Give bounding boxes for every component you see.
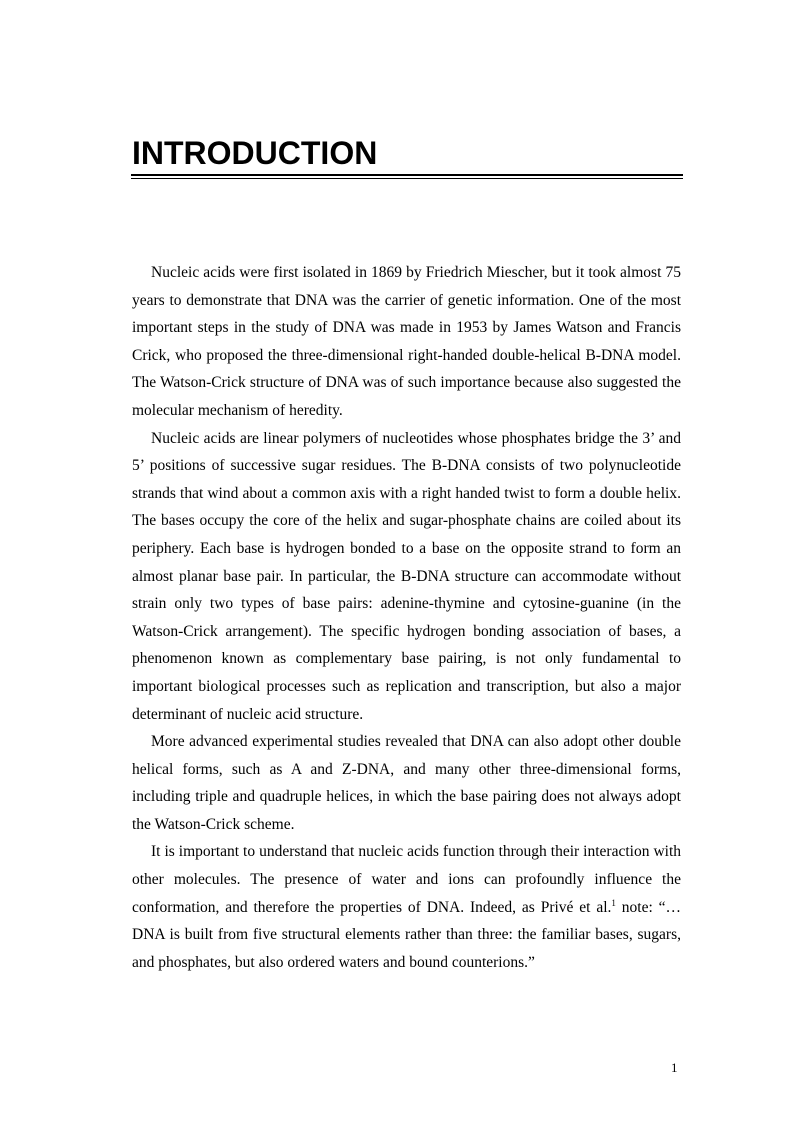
citation-superscript: 1 [611, 897, 616, 908]
paragraph-1: Nucleic acids were first isolated in 1869 by Friedrich Miescher, but it took almost 75 years to demonstrate that DNA was the carrier of genetic information. One of the most important steps in the study of DNA was made in 1953 by James Watson and Francis Crick, who proposed the three-dimensional right-handed double-helical B-DNA model. The Watson-Crick structure of DNA was of such importance because also suggested the molecular mechanism of heredity. [132, 264, 681, 419]
heading-rule-thick [131, 174, 683, 176]
paragraph-4 [132, 838, 681, 976]
section-heading: INTRODUCTION [132, 135, 378, 171]
paragraph-4-text-before: It is important to understand that nucleic acids function through their interaction with other molecules. The presence of water and ions can profoundly influence the conformation, and therefore the properties of DNA. Indeed, as Privé et al. [132, 843, 681, 916]
heading-rule-thin [131, 178, 683, 179]
body-text [132, 259, 681, 976]
paragraph-2: Nucleic acids are linear polymers of nucleotides whose phosphates bridge the 3’ and 5’ positions of successive sugar residues. The B-DNA consists of two polynucleotide strands that wind about a common axis with a right handed twist to form a double helix. The bases occupy the core of the helix and sugar-phosphate chains are coiled about its periphery. Each base is hydrogen bonded to a base on the opposite strand to form an almost planar base pair. In particular, the B-DNA structure can accommodate without strain only two types of base pairs: adenine-thymine and cytosine-guanine (in the Watson-Crick arrangement). The specific hydrogen bonding association of bases, a phenomenon known as complementary base pairing, is not only fundamental to important biological processes such as replication and transcription, but also a major determinant of nucleic acid structure. [132, 429, 681, 723]
paragraph-3: More advanced experimental studies revealed that DNA can also adopt other double helical forms, such as A and Z-DNA, and many other three-dimensional forms, including triple and quadruple helices, in which the base pairing does not always adopt the Watson-Crick scheme. [132, 733, 681, 833]
paragraph-4-text-after: note: “…DNA is built from five structural elements rather than three: the familiar bases, sugars, and phosphates, but also ordered waters and bound counterions.” [132, 898, 682, 971]
page-number: 1 [671, 1060, 678, 1075]
